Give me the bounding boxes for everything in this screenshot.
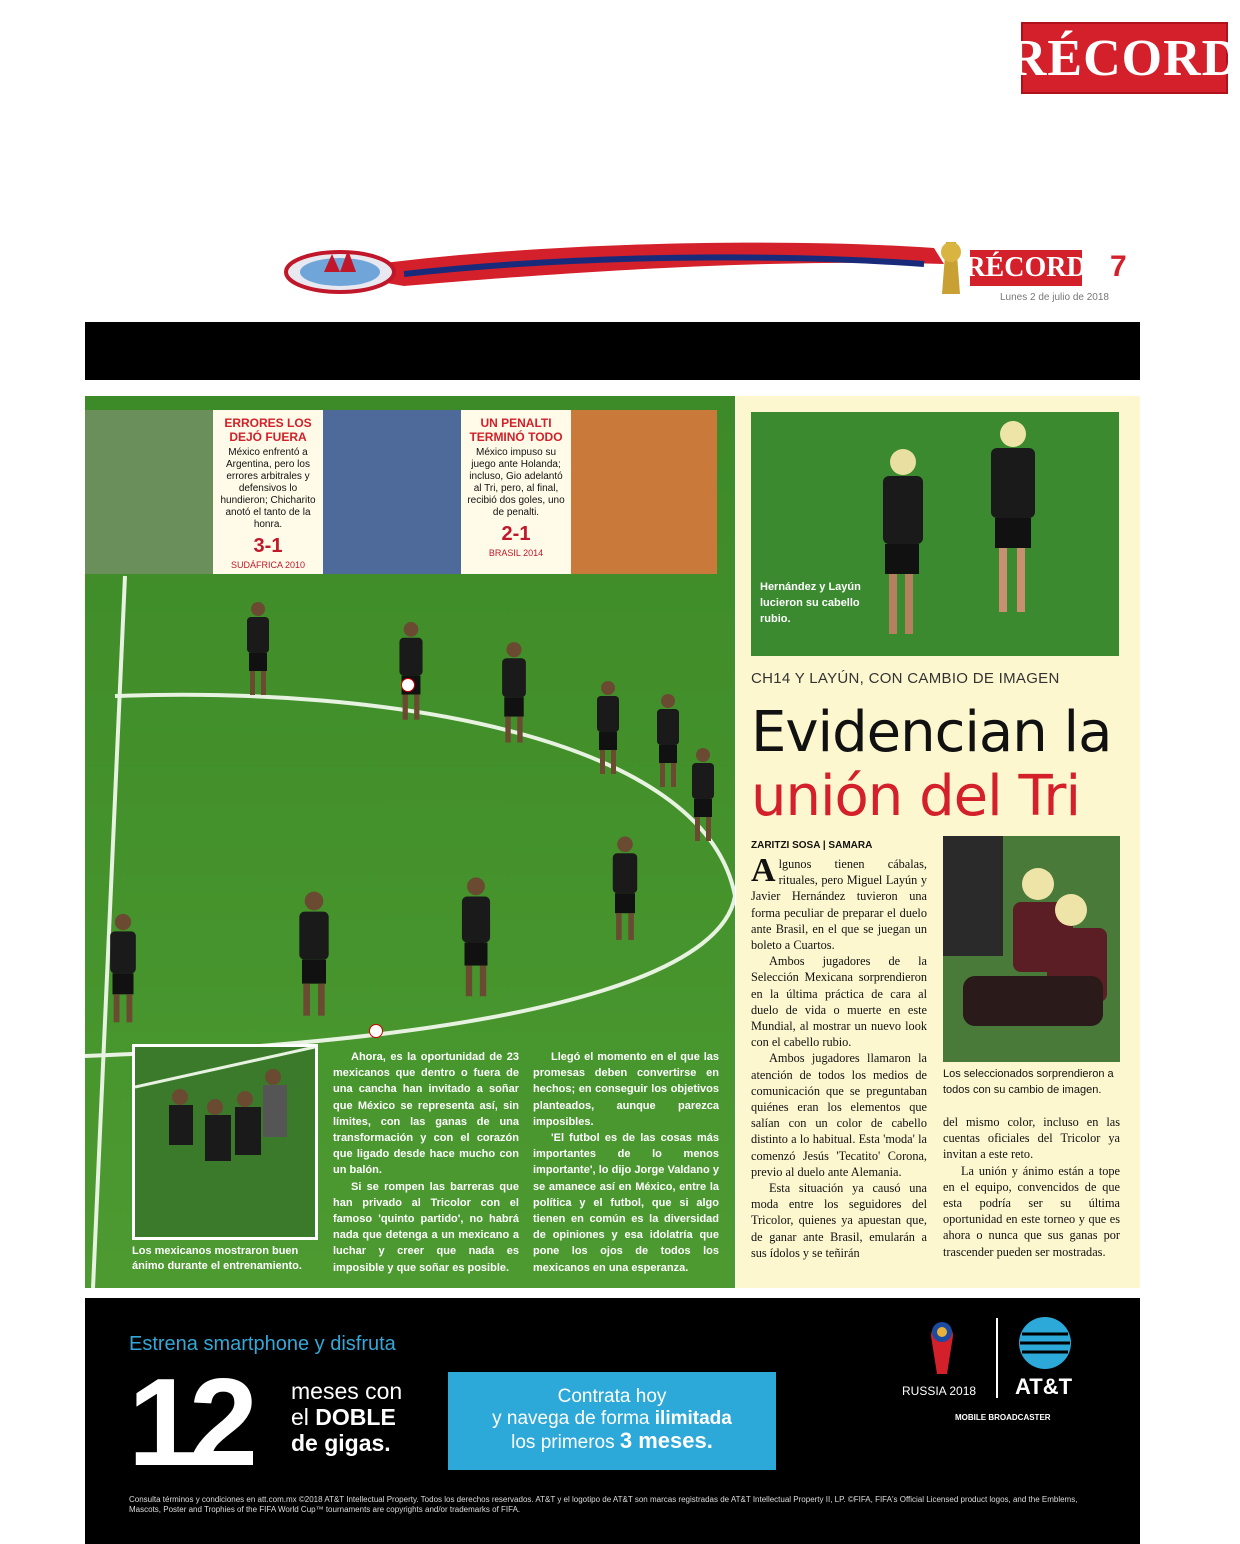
paragraph: Si se rompen las barreras que han privado al Tricolor con el famoso 'quinto partido', no habrá nada que detenga a un mexicano a luchar y creer que nada es imposible y que soñar es posible. <box>333 1180 519 1274</box>
player-figure <box>685 741 721 853</box>
byline: ZARITZI SOSA | SAMARA <box>751 840 873 851</box>
player-figure <box>605 816 645 966</box>
article-column-1 <box>751 852 927 1261</box>
ad-cta-line: Contrata hoy <box>557 1386 667 1407</box>
ad-cta-box[interactable] <box>448 1372 776 1470</box>
paragraph: Ambos jugadores llamaron la atención de todos los medios de comunicación que se preguntaban quiénes eran los elementos que salían con un color de cabello distinto a lo habitual. Esta 'moda' la comenzó Jesús 'Tecatito' Corona, previo al duelo ante Alemania. <box>751 1051 927 1179</box>
headline: Evidencian la <box>751 700 1112 765</box>
ad-offer-text <box>291 1378 402 1456</box>
ad-cta-bold: ilimitada <box>654 1408 732 1429</box>
history-text: México enfrentó a Argentina, pero los errores arbitrales y defensivos lo hundieron; Chicharito anotó el tanto de la honra. <box>220 447 316 530</box>
inset-caption: Los mexicanos mostraron buen ánimo durante el entrenamiento. <box>132 1245 302 1272</box>
seated-players-photo <box>943 836 1120 1062</box>
issue-date: Lunes 2 de julio de 2018 <box>1000 292 1109 303</box>
history-score: 3-1 <box>253 535 283 557</box>
green-column-1 <box>333 1049 519 1276</box>
history-photo-1 <box>85 410 213 574</box>
world-cup-emblem-icon <box>925 1316 959 1380</box>
history-box-2014 <box>461 410 571 574</box>
paragraph: lgunos tienen cábalas, rituales, pero Miguel Layún y Javier Hernández tuvieron una forma peculiar de preparar el duelo ante Brasil, en el que se juegan un boleto a Cuartos. <box>751 857 927 953</box>
history-score: 2-1 <box>501 523 531 545</box>
history-event: BRASIL 2014 <box>488 548 544 558</box>
paragraph: Ambos jugadores de la Selección Mexicana sorprendieron en la última práctica de cara al duelo de vida o muerte en este Mundial, al mostrar un nuevo look con el cabello rubio. <box>751 954 927 1050</box>
record-logo: RÉCORD <box>1021 22 1228 94</box>
world-cup-label: RUSSIA 2018 <box>902 1384 977 1398</box>
player-figure <box>650 688 686 798</box>
history-title: ERRORES LOS DEJÓ FUERA <box>224 416 312 444</box>
ad-offer-bold: DOBLE <box>315 1404 396 1430</box>
inset-photo <box>132 1044 318 1240</box>
dropcap: A <box>751 852 776 889</box>
page-number: 7 <box>1110 250 1127 283</box>
broadcaster-label: MOBILE BROADCASTER <box>955 1413 1051 1422</box>
history-event: SUDÁFRICA 2010 <box>230 560 306 570</box>
article-column-2 <box>943 1114 1120 1260</box>
photo-credit <box>1142 1185 1150 1295</box>
ad-offer-text-part: el <box>291 1404 316 1430</box>
ad-cta-line <box>448 1408 776 1430</box>
player-figure <box>391 621 431 726</box>
history-photo-3 <box>571 410 717 574</box>
headline-highlight: unión del Tri <box>751 764 1081 829</box>
article-kicker: CH14 Y LAYÚN, CON CAMBIO DE IMAGEN <box>751 670 1060 687</box>
ad-cta-line <box>448 1430 776 1454</box>
paragraph: 'El futbol es de las cosas más importantes de lo menos importante', lo dijo Jorge Valdano y se amanece así en México, entre la política y el futbol, que si algo tienen en común es la diversidad de opiniones y esa idolatría que pone los ojos de todos los mexicanos en una esperanza. <box>533 1132 719 1274</box>
player-figure <box>590 676 626 784</box>
ad-legal-text: Consulta términos y condiciones en att.com.mx ©2018 AT&T Intellectual Property. Todos los derechos reservados. AT&T y el logotipo de AT&T son marcas registradas de AT&T Intellectual Property II, LP. ©FIFA, FIFA's Official Licensed product logos, and the Emblems, Mascots, Poster and Trophies of the FIFA World Cup™ tournaments are copyrights and/or trademarks of FIFA. <box>129 1495 1078 1514</box>
paragraph: La unión y ánimo están a tope en el equipo, convencidos de que esta podría ser su última oportunidad en este torneo y que es ahora o nunca que sus ganas por trascender pueden ser mostradas. <box>943 1163 1120 1259</box>
ad-offer-line: de gigas. <box>291 1430 391 1456</box>
paragraph: del mismo color, incluso en las cuentas oficiales del Tricolor ya invitan a este reto. <box>943 1115 1120 1162</box>
paragraph: Ahora, es la oportunidad de 23 mexicanos que dentro o fuera de una cancha han invitado a soñar que México se representa así, sin límites, con las ganas de una transformación y con el corazón que ligado desde hace mucho con un balón. <box>333 1051 519 1177</box>
ad-lead: Estrena smartphone y disfruta <box>129 1333 396 1355</box>
green-column-2 <box>533 1049 719 1276</box>
history-box-2010 <box>213 410 323 574</box>
ad-divider <box>996 1318 998 1398</box>
world-cup-header-band <box>284 234 974 304</box>
ad-cta-bold: 3 meses. <box>619 1428 713 1453</box>
record-logo-small: RÉCORD <box>970 250 1082 286</box>
ad-cta-text: los primeros <box>511 1432 620 1453</box>
ad-offer-line <box>291 1404 402 1430</box>
section-bar <box>85 322 1140 380</box>
soccer-ball <box>369 1024 383 1038</box>
ad-cta-text: y navega de forma <box>492 1408 655 1429</box>
history-text: México impuso su juego ante Holanda; incluso, Gio adelantó al Tri, pero, al final, recibió dos goles, uno de penalti. <box>467 447 565 518</box>
player-figure <box>102 902 144 1040</box>
att-logo-text: AT&T <box>1015 1374 1073 1399</box>
soccer-ball <box>401 678 415 692</box>
paragraph: Llegó el momento en el que las promesas deben convertirse en hechos; en conseguir los objetivos planteados, aunque parezca imposibles. <box>533 1051 719 1128</box>
att-globe-icon <box>1018 1316 1072 1370</box>
history-strip <box>85 410 717 574</box>
player-figure <box>290 888 338 1026</box>
photo-caption: Hernández y Layún lucieron su cabello rubio. <box>760 581 861 625</box>
history-title: UN PENALTI TERMINÓ TODO <box>469 416 563 444</box>
history-photo-2 <box>323 410 461 574</box>
ad-offer-line: meses con <box>291 1378 403 1404</box>
player-figure <box>453 876 499 1004</box>
paragraph: Esta situación ya causó una moda entre los seguidores del Tricolor, quienes ya apuestan que, de ganar ante Brasil, emularán a sus ídolos y se teñirán <box>751 1181 927 1260</box>
player-figure <box>240 601 276 701</box>
player-figure <box>493 641 535 749</box>
ad-big-number: 12 <box>128 1354 250 1492</box>
photo-caption: Los seleccionados sorprendieron a todos con su cambio de imagen. <box>943 1068 1114 1096</box>
